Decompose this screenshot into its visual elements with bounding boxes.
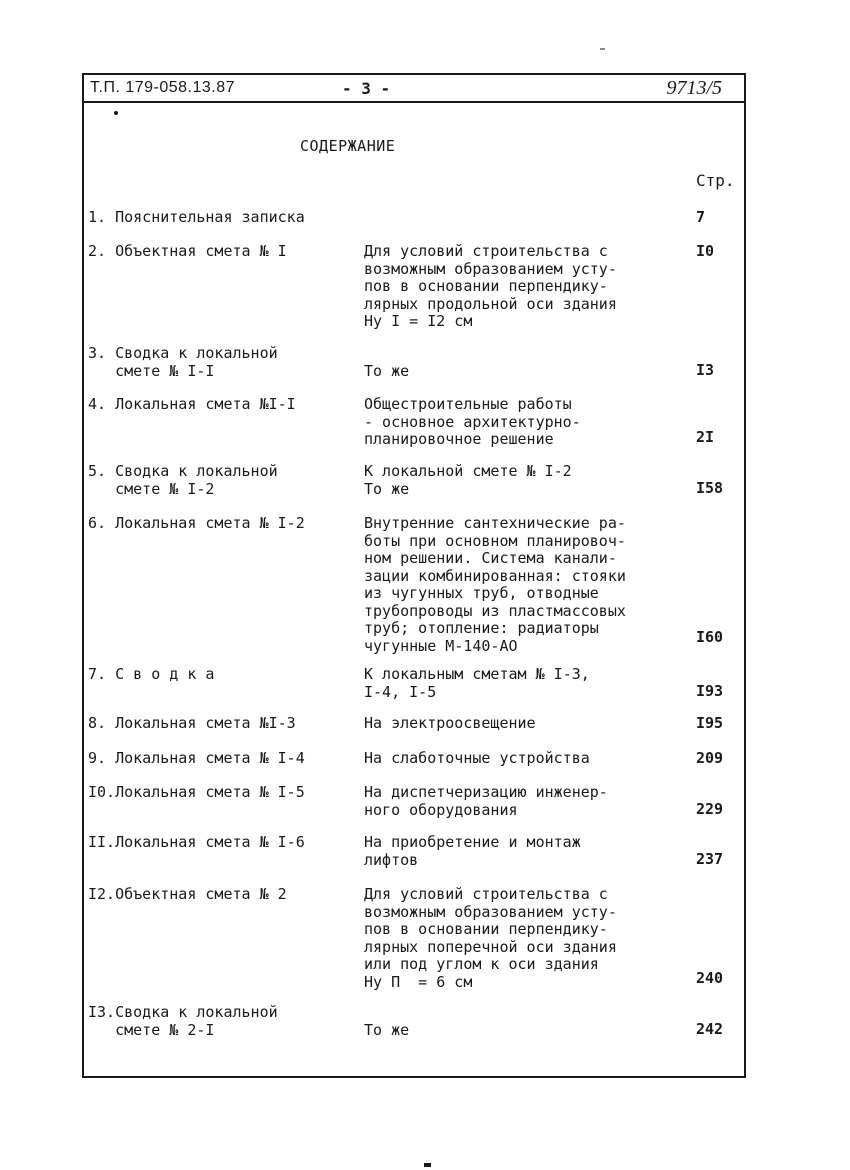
entry-name: 2. Объектная смета № I [88, 242, 287, 260]
entry-description: Общестроительные работы - основное архитектурно- планировочное решение [364, 395, 581, 448]
document-code: Т.П. 179-058.13.87 [90, 79, 236, 96]
entry-description: К локальной смете № I-2 То же [364, 462, 572, 498]
entry-name: I2.Объектная смета № 2 [88, 885, 287, 903]
entry-page: I0 [696, 242, 715, 260]
entry-description: На диспетчеризацию инженер- ного оборудования [364, 783, 608, 819]
entry-description: На электроосвещение [364, 714, 536, 732]
entry-description: Для условий строительства с возможным образованием усту- пов в основании перпендику- лярных продольной оси здания Ну I = I2 см [364, 242, 617, 330]
entry-page: 229 [696, 800, 724, 818]
entry-page: I93 [696, 682, 724, 700]
entry-page: I95 [696, 714, 724, 732]
page-title: СОДЕРЖАНИЕ [300, 137, 396, 155]
bullet-mark [114, 111, 118, 115]
entry-description: Для условий строительства с возможным образованием усту- пов в основании перпендику- лярных поперечной оси здания или под углом к оси здания Ну П = 6 см [364, 885, 617, 991]
entry-name: 8. Локальная смета №I-3 [88, 714, 296, 732]
entry-name: 9. Локальная смета № I-4 [88, 749, 305, 767]
page-frame [82, 73, 746, 1078]
entry-description: На слаботочные устройства [364, 749, 590, 767]
entry-page: 2I [696, 428, 715, 446]
entry-name: 6. Локальная смета № I-2 [88, 514, 305, 532]
entry-name: I3.Сводка к локальной смете № 2-I [88, 1003, 278, 1039]
document-number: 9713/5 [666, 77, 722, 99]
entry-name: I0.Локальная смета № I-5 [88, 783, 305, 801]
page-number: - 3 - [342, 79, 391, 98]
entry-name: II.Локальная смета № I-6 [88, 833, 305, 851]
entry-description: Внутренние сантехнические ра- боты при основном планировоч- ном решении. Система канали- зации комбинированная: стояки из чугунных труб, отводные трубопроводы из пластмассовых труб; отопление: радиаторы чугунные М-140-АО [364, 514, 626, 655]
entry-description: К локальным сметам № I-3, I-4, I-5 [364, 665, 590, 701]
scan-speck [600, 48, 605, 50]
page-column-header: Стр. [696, 171, 735, 190]
entry-page: I58 [696, 479, 724, 497]
entry-description: То же [364, 1020, 410, 1039]
entry-description: То же [364, 361, 410, 380]
document-header [84, 75, 744, 103]
entry-name: 5. Сводка к локальной смете № I-2 [88, 462, 278, 498]
entry-page: 237 [696, 850, 724, 868]
entry-name: 7. С в о д к а [88, 665, 215, 683]
entry-name: 4. Локальная смета №I-I [88, 395, 296, 413]
entry-page: 240 [696, 969, 724, 987]
entry-page: I60 [696, 628, 724, 646]
entry-page: I3 [696, 361, 715, 379]
entry-description: На приобретение и монтаж лифтов [364, 833, 581, 869]
entry-page: 7 [696, 208, 706, 226]
entry-page: 209 [696, 749, 724, 767]
entry-page: 242 [696, 1020, 724, 1038]
scan-mark [424, 1163, 431, 1167]
entry-name: 1. Пояснительная записка [88, 208, 305, 226]
entry-name: 3. Сводка к локальной смете № I-I [88, 344, 278, 380]
